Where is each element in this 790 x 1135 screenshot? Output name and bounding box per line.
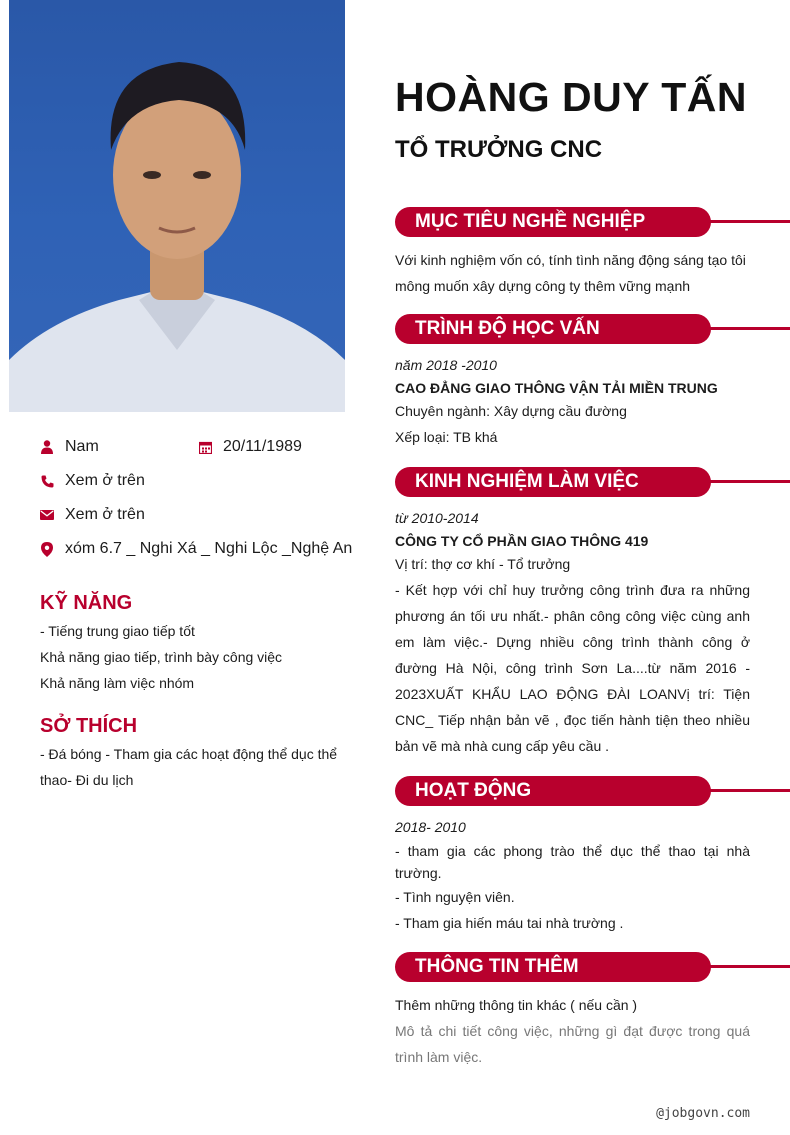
education-grade: Xếp loại: TB khá: [395, 429, 498, 445]
location-pin-icon: [40, 542, 54, 556]
education-major: Chuyên ngành: Xây dựng cầu đường: [395, 403, 627, 419]
skill-item: - Tiếng trung giao tiếp tốt: [40, 623, 195, 639]
objective-heading: MỤC TIÊU NGHỀ NGHIỆP: [415, 211, 646, 232]
education-block: [395, 352, 750, 450]
person-icon: [40, 440, 54, 454]
contact-email: [40, 506, 145, 524]
candidate-name: HOÀNG DUY TẤN: [395, 74, 747, 120]
envelope-icon: [40, 508, 54, 522]
activity-item: - Tham gia hiến máu tai nhà trường .: [395, 915, 624, 931]
experience-heading: KINH NGHIỆM LÀM VIỆC: [415, 471, 639, 492]
section-divider: [700, 480, 790, 483]
experience-company: CÔNG TY CỔ PHẦN GIAO THÔNG 419: [395, 533, 649, 549]
experience-period: từ 2010-2014: [395, 510, 479, 526]
extra-heading: THÔNG TIN THÊM: [415, 956, 579, 977]
section-divider: [700, 965, 790, 968]
contact-birthday: [198, 438, 302, 456]
birthday-value: 20/11/1989: [223, 438, 302, 455]
education-school: CAO ĐẲNG GIAO THÔNG VẬN TẢI MIỀN TRUNG: [395, 380, 718, 396]
experience-position: Vị trí: thợ cơ khí - Tổ trưởng: [395, 556, 571, 572]
section-divider: [700, 220, 790, 223]
activity-item: - tham gia các phong trào thể dục thể thao tại nhà trường.: [395, 843, 750, 881]
activity-item: - Tình nguyện viên.: [395, 889, 515, 905]
phone-icon: [40, 474, 54, 488]
skill-item: Khả năng giao tiếp, trình bày công việc: [40, 649, 283, 665]
extra-block: [395, 992, 750, 1070]
gender-value: Nam: [65, 438, 99, 455]
contact-address: [40, 540, 352, 558]
phone-value[interactable]: Xem ở trên: [65, 472, 145, 489]
activities-period: 2018- 2010: [395, 819, 466, 835]
address-value: xóm 6.7 _ Nghi Xá _ Nghi Lộc _Nghệ An: [65, 540, 353, 557]
portrait-illustration: [9, 0, 345, 412]
contact-phone: [40, 472, 145, 490]
hobbies-text: - Đá bóng - Tham gia các hoạt động thể dục thể thao- Đi du lịch: [40, 746, 338, 788]
extra-description: Mô tả chi tiết công việc, những gì đạt được trong quá trình làm việc.: [395, 1023, 750, 1065]
candidate-title: TỔ TRƯỞNG CNC: [395, 136, 603, 163]
profile-photo: [9, 0, 345, 412]
objective-text: Với kinh nghiệm vốn có, tính tình năng động sáng tạo tôi mông muốn xây dựng công ty thêm vững mạnh: [395, 252, 746, 294]
activities-heading: HOẠT ĐỘNG: [415, 780, 532, 801]
experience-block: [395, 505, 750, 759]
skills-list: [40, 618, 345, 696]
contact-gender: [40, 438, 99, 456]
section-divider: [700, 327, 790, 330]
experience-description: - Kết hợp với chỉ huy trưởng công trình đưa ra những phương án tối ưu nhất.- phân công công việc cùng anh em làm việc.- Dựng nhiều công trình thành công ở đường Hà Nội, công trình Sơn La....từ năm 2016 - 2023XUẤT KHẨU LAO ĐỘNG ĐÀI LOANVị trí: Tiện CNC_ Tiếp nhận bản vẽ , đọc tiến hành tiện theo nhiều bản vẽ mà nhà cung cấp yêu cầu .: [395, 582, 750, 754]
skill-item: Khả năng làm việc nhóm: [40, 675, 195, 691]
footer-watermark: @jobgovn.com: [656, 1106, 750, 1121]
activities-block: [395, 814, 750, 936]
skills-heading: KỸ NĂNG: [40, 592, 133, 614]
calendar-icon: [198, 440, 212, 454]
email-value[interactable]: Xem ở trên: [65, 506, 145, 523]
education-period: năm 2018 -2010: [395, 357, 497, 373]
extra-line: Thêm những thông tin khác ( nếu cần ): [395, 997, 638, 1013]
section-divider: [700, 789, 790, 792]
hobbies-heading: SỞ THÍCH: [40, 715, 138, 737]
education-heading: TRÌNH ĐỘ HỌC VẤN: [415, 318, 600, 339]
